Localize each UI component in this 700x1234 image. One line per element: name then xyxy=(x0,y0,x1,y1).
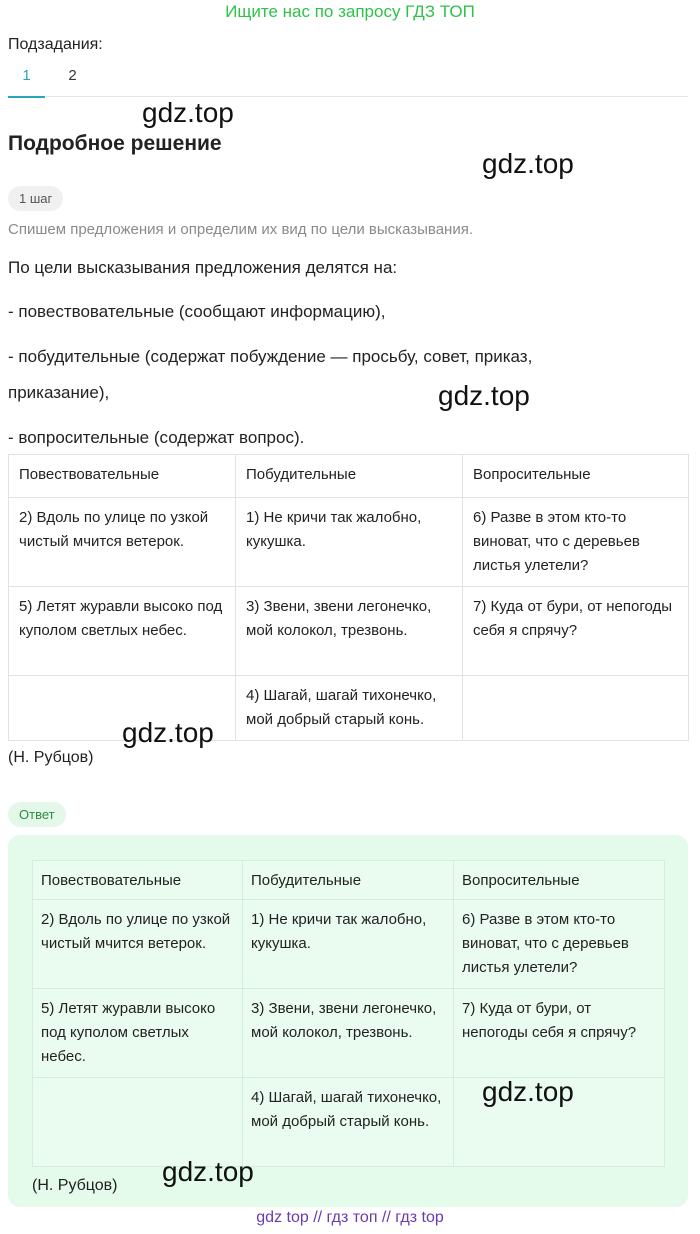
table-row xyxy=(9,498,689,587)
footer-links[interactable]: gdz top // гдз топ // гдз top xyxy=(256,1209,444,1226)
table-row xyxy=(9,587,689,676)
answer-table xyxy=(32,860,665,1167)
table-cell: 3) Звени, звени легонечко, мой колокол, трезвонь. xyxy=(243,989,454,1078)
list-item: - побудительные (содержат побуждение — просьбу, совет, приказ, xyxy=(8,347,533,366)
table-cell xyxy=(33,1078,243,1167)
table-cell: 1) Не кричи так жалобно, кукушка. xyxy=(236,498,463,587)
subtasks-label: Подзадания: xyxy=(8,36,103,53)
poem-author: (Н. Рубцов) xyxy=(8,749,94,766)
search-banner: Ищите нас по запросу ГДЗ ТОП xyxy=(225,2,475,21)
step-badge: 1 шаг xyxy=(8,186,63,211)
step-note: Спишем предложения и определим их вид по цели высказывания. xyxy=(8,221,473,238)
table-cell: 5) Летят журавли высоко под куполом светлых небес. xyxy=(33,989,243,1078)
table-cell xyxy=(463,676,689,741)
table-cell: 6) Разве в этом кто-то виноват, что с деревьев листья улетели? xyxy=(454,900,665,989)
table-cell: 4) Шагай, шагай тихонечко, мой добрый старый конь. xyxy=(236,676,463,741)
watermark: gdz.top xyxy=(482,148,574,179)
table-header-cell: Вопросительные xyxy=(454,861,665,900)
answer-badge: Ответ xyxy=(8,802,66,827)
table-row xyxy=(33,989,665,1078)
list-item: - вопросительные (содержат вопрос). xyxy=(8,428,305,447)
subtask-tabs xyxy=(8,66,688,97)
table-header-cell: Побудительные xyxy=(243,861,454,900)
table-header-cell: Вопросительные xyxy=(463,455,689,498)
list-item: - повествовательные (сообщают информацию), xyxy=(8,302,386,321)
table-header-row xyxy=(33,861,665,900)
table-cell: 3) Звени, звени легонечко, мой колокол, трезвонь. xyxy=(236,587,463,676)
table-header-cell: Побудительные xyxy=(236,455,463,498)
table-cell: 7) Куда от бури, от непогоды себя я спрячу? xyxy=(463,587,689,676)
table-cell: 5) Летят журавли высоко под куполом светлых небес. xyxy=(9,587,236,676)
tab-subtask-1[interactable]: 1 xyxy=(8,66,45,98)
watermark: gdz.top xyxy=(482,1076,574,1107)
table-header-cell: Повествовательные xyxy=(9,455,236,498)
table-cell: 6) Разве в этом кто-то виноват, что с деревьев листья улетели? xyxy=(463,498,689,587)
watermark: gdz.top xyxy=(122,717,214,748)
table-row xyxy=(33,900,665,989)
watermark: gdz.top xyxy=(162,1156,254,1187)
table-cell: 1) Не кричи так жалобно, кукушка. xyxy=(243,900,454,989)
tab-subtask-2[interactable]: 2 xyxy=(68,67,77,84)
solution-title: Подробное решение xyxy=(8,132,222,155)
table-cell: 4) Шагай, шагай тихонечко, мой добрый старый конь. xyxy=(243,1078,454,1167)
intro-paragraph: По цели высказывания предложения делятся на: xyxy=(8,258,398,277)
table-header-cell: Повествовательные xyxy=(33,861,243,900)
watermark: gdz.top xyxy=(142,97,234,128)
table-cell: 7) Куда от бури, от непогоды себя я спрячу? xyxy=(454,989,665,1078)
table-cell: 2) Вдоль по улице по узкой чистый мчится ветерок. xyxy=(9,498,236,587)
table-cell: 2) Вдоль по улице по узкой чистый мчится ветерок. xyxy=(33,900,243,989)
solution-table xyxy=(8,454,689,741)
table-row xyxy=(9,676,689,741)
list-item: приказание), xyxy=(8,383,110,402)
table-header-row xyxy=(9,455,689,498)
watermark: gdz.top xyxy=(438,380,530,411)
poem-author: (Н. Рубцов) xyxy=(32,1177,118,1194)
